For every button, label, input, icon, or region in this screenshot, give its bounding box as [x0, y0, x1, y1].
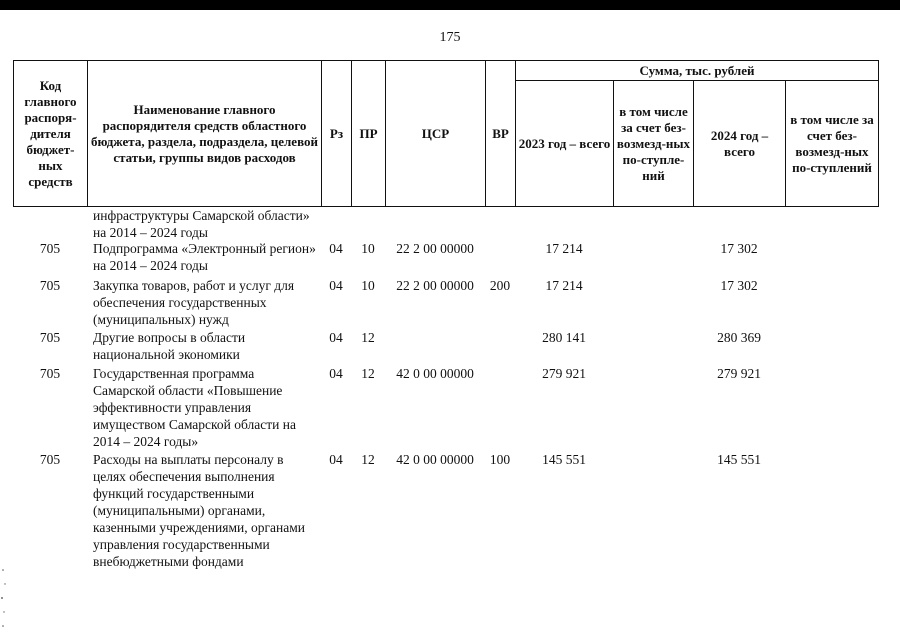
- cell-name: Подпрограмма «Электронный регион» на 2014 – 2024 годы: [93, 241, 316, 273]
- cell-name: инфраструктуры Самарской области» на 2014 – 2024 годы: [93, 208, 310, 240]
- cell-csr: 22 2 00 00000: [396, 278, 474, 293]
- cell-sum-2024: 145 551: [717, 452, 761, 467]
- cell-csr: 42 0 00 00000: [396, 366, 474, 381]
- cell-name: Закупка товаров, работ и услуг для обеспечения государственных (муниципальных) нужд: [93, 278, 295, 327]
- cell-pr: 12: [361, 452, 375, 467]
- cell-sum-2024: 17 302: [720, 278, 758, 293]
- header-sum-2023: 2023 год – всего: [516, 81, 614, 207]
- cell-code: 705: [39, 278, 61, 293]
- header-csr: ЦСР: [386, 61, 486, 207]
- cell-name: Государственная программа Самарской области «Повышение эффективности управления имуществом Самарской области на 2014 – 2024 годы»: [93, 366, 296, 449]
- cell-csr: 42 0 00 00000: [396, 452, 474, 467]
- page-number: 175: [439, 30, 461, 45]
- table-row: [13, 451, 878, 570]
- header-rz: Рз: [322, 61, 352, 207]
- cell-sum-2024: 17 302: [720, 241, 758, 256]
- top-edge-bar: [0, 0, 900, 10]
- cell-sum-2023: 280 141: [542, 330, 586, 345]
- table-row: [13, 207, 878, 240]
- table-row: [13, 277, 878, 329]
- cell-sum-2024: 279 921: [717, 366, 761, 381]
- cell-rz: 04: [329, 241, 343, 256]
- header-sum-2024: 2024 год – всего: [694, 81, 786, 207]
- cell-name: Другие вопросы в области национальной экономики: [93, 330, 246, 362]
- header-vr: ВР: [486, 61, 516, 207]
- cell-code: 705: [39, 241, 61, 256]
- header-sum-group: Сумма, тыс. рублей: [516, 61, 879, 81]
- header-pr: ПР: [352, 61, 386, 207]
- cell-sum-2023: 17 214: [545, 241, 583, 256]
- scan-specks: [0, 560, 10, 640]
- cell-pr: 12: [361, 366, 375, 381]
- table-row: [13, 240, 878, 277]
- cell-rz: 04: [329, 452, 343, 467]
- cell-code: 705: [39, 452, 61, 467]
- cell-sum-2023: 145 551: [542, 452, 586, 467]
- cell-rz: 04: [329, 278, 343, 293]
- cell-vr: 100: [489, 452, 511, 467]
- header-code: Код главного распоря-дителя бюджет-ных средств: [14, 61, 88, 207]
- header-sum-2023-free: в том числе за счет без-возмезд-ных по-ступле-ний: [614, 81, 694, 207]
- header-sum-2024-free: в том числе за счет без-возмезд-ных по-ступлений: [786, 81, 879, 207]
- table-header: [13, 60, 879, 207]
- cell-code: 705: [39, 330, 61, 345]
- cell-vr: 200: [489, 278, 511, 293]
- cell-code: 705: [39, 366, 61, 381]
- cell-sum-2023: 17 214: [545, 278, 583, 293]
- cell-rz: 04: [329, 366, 343, 381]
- cell-csr: 22 2 00 00000: [396, 241, 474, 256]
- table-row: [13, 365, 878, 451]
- cell-sum-2024: 280 369: [717, 330, 761, 345]
- cell-sum-2023: 279 921: [542, 366, 586, 381]
- cell-pr: 10: [361, 241, 375, 256]
- cell-pr: 12: [361, 330, 375, 345]
- table-body: [13, 207, 878, 570]
- cell-rz: 04: [329, 330, 343, 345]
- cell-name: Расходы на выплаты персоналу в целях обеспечения выполнения функций государственными (муниципальными) органами, казенными учреждениями, органами управления государственными внебюджетными фондами: [93, 452, 305, 569]
- cell-pr: 10: [361, 278, 375, 293]
- table-row: [13, 329, 878, 365]
- header-name: Наименование главного распорядителя средств областного бюджета, раздела, подраздела, целевой статьи, группы видов расходов: [88, 61, 322, 207]
